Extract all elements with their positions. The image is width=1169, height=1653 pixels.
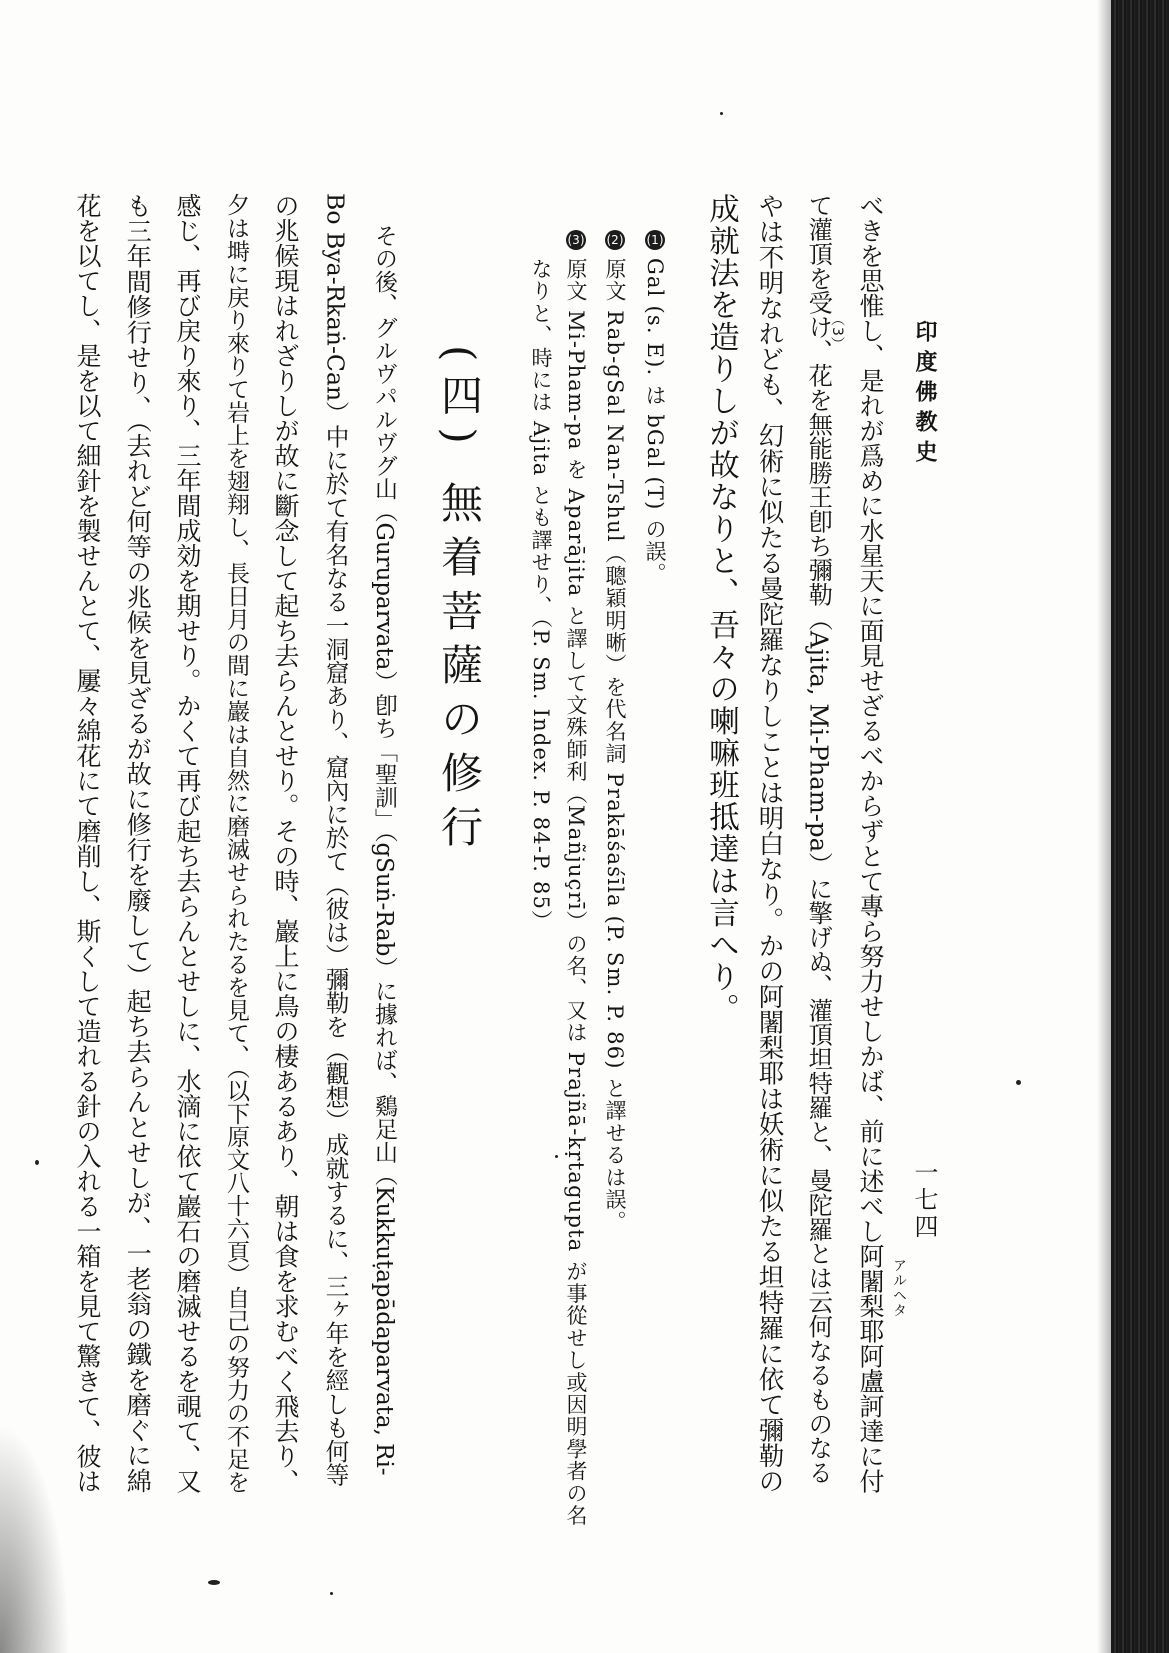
paragraph-2-line-4: 夕は塒に戻り來りて岩上を翅翔し、長日月の間に巖は自然に磨滅せられたるを見て、（以下原文八十六頁）自己の努力の不足を xyxy=(223,193,250,1494)
note-reference-3: （3） xyxy=(829,312,845,352)
paragraph-1-line-2: て灌頂を受け、花を無能勝王卽ち彌勒（Ajita, Mi-Pham-pa）に擎げぬ、灌頂坦特羅と、曼陀羅とは云何なるものなる xyxy=(804,193,834,1485)
paragraph-2-line-1: その後、グルヴパルヴグ山（Guruparvata）卽ち「聖訓」（gSuṅ-Rab）に據れば、鷄足山（Kukkuṭapādaparvata, Ri- xyxy=(370,224,397,1476)
note-2: 原文 Rab-gSal Nan-Tshul（聰穎明晰）を代名詞 Prakāśaśīla (P. Sm. P. 86) と譯せるは誤。 xyxy=(603,258,627,1233)
scan-speck xyxy=(1016,1080,1021,1085)
paragraph-1-line-3: やは不明なれども、幻術に似たる曼陀羅なりしことは明白なり。かの阿闍梨耶は妖術に似たる坦特羅に依て彌勒の xyxy=(754,193,785,1494)
paragraph-1-line-1: べきを思惟し、是れが爲めに水星天に面見せざるべからずとて專ら努力せしかば、前に述べし阿闍梨耶阿盧訶達に付 xyxy=(856,193,886,1494)
scan-speck xyxy=(330,1592,333,1595)
paragraph-2-line-3: の兆候現はれざりしが故に斷念して起ち去らんとせり。その時、巖上に鳥の棲あるあり、朝は食を求むべく飛去り、 xyxy=(271,193,301,1494)
paragraph-1-line-4: 成就法を造りしが故なりと、吾々の喇嘛班抵達は言へり。 xyxy=(703,193,739,1025)
page-number: 一七四 xyxy=(910,1160,938,1241)
paragraph-2-line-7: 花を以てし、是を以て細針を製せんとて、屢々綿花にて磨削し、斯くして造れる針の入れる一箱を見て驚きて、彼は xyxy=(73,193,103,1494)
paragraph-2-line-6: も三年間修行せり、（去れど何等の兆候を見ざるが故に修行を廢して）起ち去らんとせしが、一老翁の鐵を磨ぐに綿 xyxy=(123,193,153,1493)
ruby-arhat: アルヘタ xyxy=(891,1258,907,1318)
binding-shadow xyxy=(1097,0,1111,1653)
scan-speck xyxy=(208,1580,220,1585)
scan-speck xyxy=(720,112,723,115)
note-3-continued: なりと、時には Ajita とも譯せり、（P. Sm. Index. P. 84-P. 85） xyxy=(529,258,553,933)
scan-speck xyxy=(35,1160,39,1165)
note-marker-label: (3) xyxy=(567,233,585,247)
note-marker xyxy=(605,230,625,250)
note-marker xyxy=(645,230,665,250)
paragraph-2-line-2: Bo Bya-Rkaṅ-Can）中に於て有名なる一洞窟あり、窟內に於て（彼は）彌勒を（觀想）成就するに、三ヶ年を經しも何等 xyxy=(321,193,350,1487)
paragraph-2-line-5: 感じ、再び戻り來り、三年間成効を期せり。かくて再び起ち去らんとせしに、水滴に依て巖石の磨滅せるを覗て、又 xyxy=(173,193,203,1494)
note-1: Gal (s. E). は bGal (T) の誤。 xyxy=(643,258,667,585)
note-marker-label: (2) xyxy=(606,233,624,247)
note-3: 原文 Mi-Pham-pa を Aparājita と譯して文殊師利（Mañjuçrī）の名、又は Prajñā-kṛtagupta が事從せし或因明學者の名 xyxy=(564,258,588,1527)
running-title: 印度佛教史 xyxy=(912,320,938,470)
book-binding-edge xyxy=(1111,0,1169,1653)
section-heading: (四) 無着菩薩の修行 xyxy=(435,345,484,860)
scan-speck xyxy=(555,1155,558,1158)
note-marker-label: (1) xyxy=(646,233,664,247)
scan-smudge xyxy=(0,1423,70,1653)
note-marker xyxy=(566,230,586,250)
